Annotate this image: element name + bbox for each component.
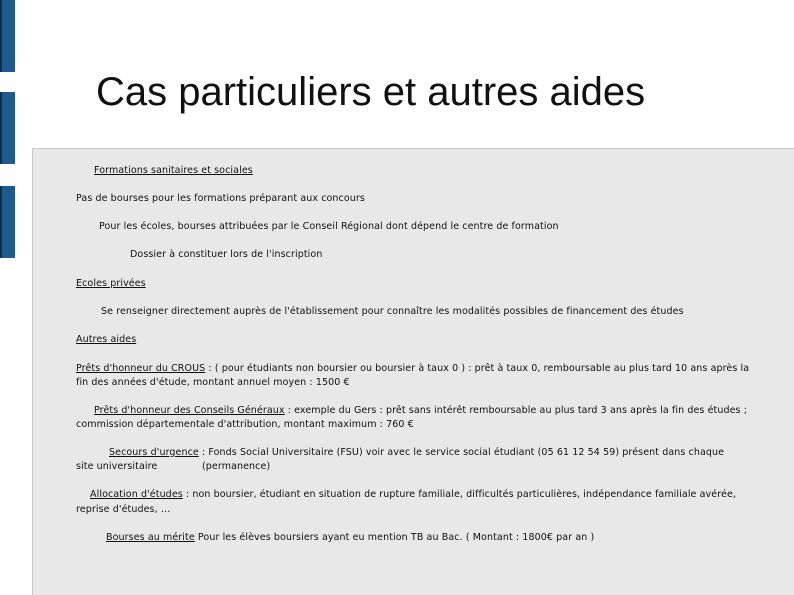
text-ecoles-bourses: Pour les écoles, bourses attribuées par le Conseil Régional dont dépend le centre de formation [99,221,559,232]
label-prets-crous: Prêts d'honneur du CROUS [76,363,206,374]
item-secours [109,447,724,458]
heading-ecoles-privees: Ecoles privées [76,278,146,289]
heading-autres-aides: Autres aides [76,334,137,345]
left-accent-bar-3 [0,186,15,258]
text-secours-2b: (permanence) [202,461,271,472]
heading-formations-sanitaires: Formations sanitaires et sociales [94,165,253,176]
slide-title: Cas particuliers et autres aides [96,70,646,114]
item-prets-crous [76,363,749,374]
text-prets-crous-2: fin des années d'étude, montant annuel moyen : 1500 € [76,377,350,388]
text-secours-1: : Fonds Social Universitaire (FSU) voir avec le service social étudiant (05 61 12 54 59) présent dans chaque [198,447,725,458]
text-prets-cg-2: commission départementale d'attribution, montant maximum : 760 € [76,419,414,430]
label-secours: Secours d'urgence [109,447,199,458]
label-prets-cg: Prêts d'honneur des Conseils Généraux [94,405,285,416]
left-accent-bar-1 [0,0,15,72]
label-allocation: Allocation d'études [90,489,183,500]
text-dossier: Dossier à constituer lors de l'inscription [130,249,323,260]
text-secours-2a: site universitaire [76,461,158,472]
item-allocation [90,489,736,500]
text-pas-de-bourses: Pas de bourses pour les formations préparant aux concours [76,193,365,204]
text-prets-cg-1: : exemple du Gers : prêt sans intérêt remboursable au plus tard 3 ans après la fin des études ; [284,405,748,416]
item-prets-cg [94,405,747,416]
text-bourses-merite: Pour les élèves boursiers ayant eu mention TB au Bac. ( Montant : 1800€ par an ) [194,532,595,543]
label-bourses-merite: Bourses au mérite [106,532,195,543]
text-prets-crous-1: : ( pour étudiants non boursier ou boursier à taux 0 ) : prêt à taux 0, remboursable au plus tard 10 ans après la [205,363,750,374]
text-se-renseigner: Se renseigner directement auprès de l'établissement pour connaître les modalités possibles de financement des études [101,306,684,317]
left-accent-bar-2 [0,92,15,164]
item-bourses-merite [106,532,594,543]
text-allocation-2: reprise d'études, … [76,504,171,515]
text-allocation-1: : non boursier, étudiant en situation de rupture familiale, difficultés particulières, indépendance familiale avérée, [182,489,737,500]
